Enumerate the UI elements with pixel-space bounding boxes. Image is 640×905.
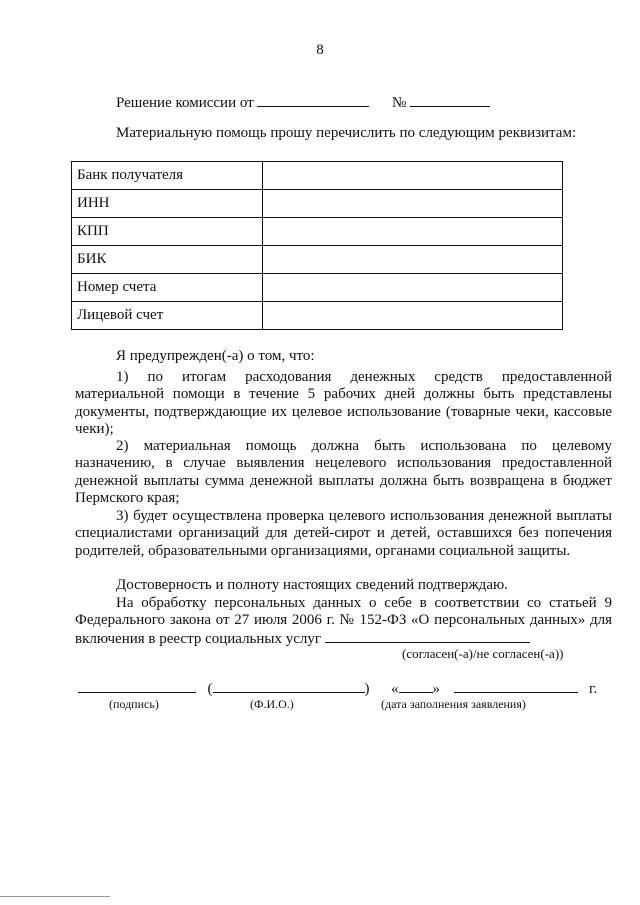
consent-field[interactable] <box>325 630 530 643</box>
requisite-value-inn[interactable] <box>263 190 563 218</box>
requisite-label: ИНН <box>72 190 263 218</box>
requisite-value-bank[interactable] <box>263 162 563 190</box>
signature-field[interactable] <box>78 679 196 693</box>
table-row <box>72 246 563 274</box>
caption-date: (дата заполнения заявления) <box>381 697 526 711</box>
table-row <box>72 190 563 218</box>
date-month-year-field[interactable] <box>454 679 578 693</box>
commission-decision-line <box>116 93 490 112</box>
table-row <box>72 274 563 302</box>
requisite-label: БИК <box>72 246 263 274</box>
table-row <box>72 302 563 330</box>
requisite-label: КПП <box>72 218 263 246</box>
requisite-value-bik[interactable] <box>263 246 563 274</box>
requisites-table <box>71 161 563 330</box>
consent-hint: (согласен(-а)/не согласен(-а)) <box>402 646 564 661</box>
requisite-label: Банк получателя <box>72 162 263 190</box>
warning-item-1: 1) по итогам расходования денежных средств предоставленной материальной помощи в течение 5 рабочих дней должны быть представлены документы, подтверждающие их целевое использование (товарные чеки, кассовые чеки); <box>75 369 612 437</box>
caption-signature: (подпись) <box>109 697 159 711</box>
decision-date-field[interactable] <box>257 93 369 107</box>
decision-number-field[interactable] <box>410 93 490 107</box>
requisite-value-kpp[interactable] <box>263 218 563 246</box>
page-number: 8 <box>316 42 324 58</box>
caption-fio: (Ф.И.О.) <box>250 697 294 711</box>
warning-heading: Я предупрежден(-а) о том, что: <box>116 348 315 364</box>
date-quote-close: » <box>432 681 440 697</box>
request-text: Материальную помощь прошу перечислить по следующим реквизитам: <box>116 125 577 141</box>
table-row <box>72 218 563 246</box>
warning-item-3: 3) будет осуществлена проверка целевого использования денежной выплаты специалистами организаций для детей-сирот и детей, оставшихся без попечения родителей, образовательными организациями, органами социальной защиты. <box>75 508 612 559</box>
scan-edge-line <box>0 896 110 897</box>
decision-number-label: № <box>391 95 407 111</box>
fio-open-paren: ( <box>207 681 213 697</box>
requisite-label: Лицевой счет <box>72 302 263 330</box>
table-row <box>72 162 563 190</box>
date-quote-open: « <box>391 681 399 697</box>
date-day-field[interactable] <box>399 679 433 693</box>
requisite-value-account[interactable] <box>263 274 563 302</box>
consent-text: На обработку персональных данных о себе в соответствии со статьей 9 Федерального закона от 27 июля 2006 г. № 152-ФЗ «О персональных данных» для включения в реестр социальных услуг <box>75 595 612 647</box>
signature-row <box>78 679 597 698</box>
fio-field[interactable] <box>213 679 365 693</box>
confirmation-text: Достоверность и полноту настоящих сведений подтверждаю. <box>116 577 508 593</box>
consent-paragraph <box>75 595 612 648</box>
requisite-label: Номер счета <box>72 274 263 302</box>
decision-label: Решение комиссии от <box>116 95 254 111</box>
warning-item-2: 2) материальная помощь должна быть использована по целевому назначению, в случае выявления нецелевого использования предоставленной денежной выплаты сумма денежной выплаты должна быть возвращена в бюджет Пермского края; <box>75 438 612 506</box>
year-suffix: г. <box>589 681 598 697</box>
fio-close-paren: ) <box>364 681 370 697</box>
requisite-value-personal-account[interactable] <box>263 302 563 330</box>
